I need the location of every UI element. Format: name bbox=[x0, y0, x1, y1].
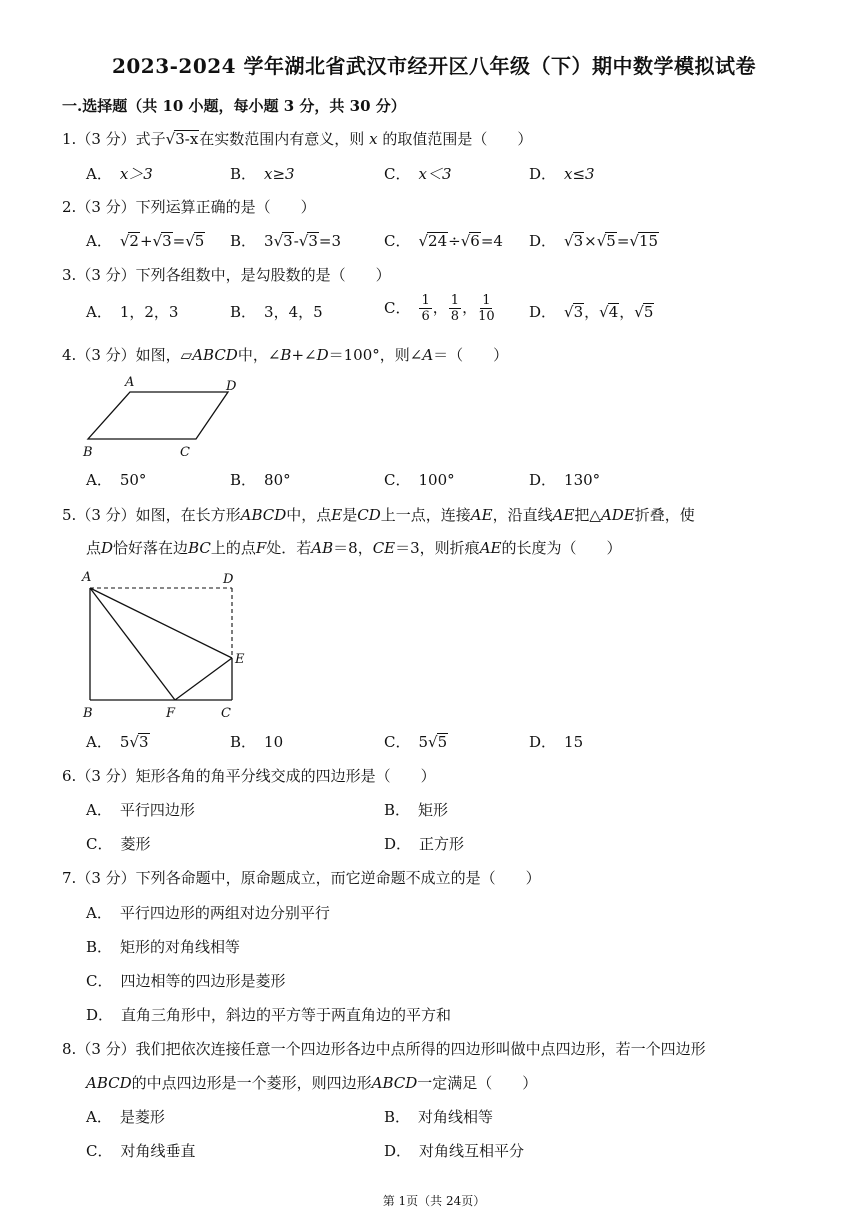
option-a[interactable] bbox=[86, 231, 205, 251]
question-stem: 式子 bbox=[135, 130, 166, 148]
option-text: 对角线相等 bbox=[418, 1108, 494, 1126]
question-score: （3 分） bbox=[76, 506, 136, 524]
option-a[interactable] bbox=[86, 470, 146, 490]
question-score: （3 分） bbox=[76, 869, 136, 887]
sqrt-expression: √24 bbox=[418, 232, 448, 250]
option-text: 对角线互相平分 bbox=[419, 1142, 525, 1160]
question-score: （3 分） bbox=[76, 198, 136, 216]
sqrt-expression: √5 bbox=[428, 733, 448, 751]
question-stem: ＝100°，则∠ bbox=[328, 346, 423, 364]
option-label: C． bbox=[86, 835, 113, 853]
option-a[interactable] bbox=[86, 1107, 165, 1127]
sqrt-expression: √3 bbox=[564, 303, 584, 321]
option-b[interactable] bbox=[230, 302, 323, 322]
question-4 bbox=[62, 345, 508, 365]
point-label-f: F bbox=[166, 706, 176, 721]
question-6 bbox=[62, 766, 436, 786]
option-text: 正方形 bbox=[419, 835, 465, 853]
fraction: $\frac{1}{10}$ bbox=[478, 293, 495, 324]
question-stem: 中，点 bbox=[286, 506, 332, 524]
option-label: A． bbox=[86, 1108, 112, 1126]
operator: × bbox=[584, 232, 597, 250]
question-1 bbox=[62, 129, 532, 149]
option-d[interactable] bbox=[384, 834, 464, 854]
vertex-label-d: D bbox=[223, 572, 234, 587]
question-stem: 下列运算正确的是（ ） bbox=[135, 198, 316, 216]
coefficient: 3 bbox=[264, 232, 274, 250]
operator: ÷ bbox=[448, 232, 461, 250]
sqrt-expression: √6 bbox=[460, 232, 480, 250]
question-stem: 下列各命题中，原命题成立，而它逆命题不成立的是（ ） bbox=[135, 869, 541, 887]
segment-af bbox=[90, 588, 175, 700]
option-d[interactable] bbox=[529, 732, 583, 752]
question-stem: 如图，在长方形 bbox=[135, 506, 241, 524]
option-text: x≥3 bbox=[264, 165, 295, 183]
question-stem: +∠ bbox=[291, 346, 317, 364]
parallelogram-shape bbox=[88, 392, 228, 439]
question-stem: 点 bbox=[86, 539, 102, 557]
separator: ， bbox=[432, 298, 448, 317]
question-stem: ＝（ ） bbox=[433, 346, 509, 364]
option-text: 80° bbox=[264, 471, 291, 489]
option-d[interactable] bbox=[529, 231, 659, 251]
fraction: $\frac{1}{6}$ bbox=[421, 293, 430, 324]
question-stem: 的长度为（ ） bbox=[501, 539, 622, 557]
sqrt-expression: √3 bbox=[273, 232, 293, 250]
sqrt-expression: √3-x bbox=[165, 130, 199, 148]
option-label: A． bbox=[86, 801, 112, 819]
option-label: D． bbox=[86, 1006, 114, 1024]
option-label: D． bbox=[529, 165, 557, 183]
vertex-label-b: B bbox=[83, 445, 93, 460]
option-label: B． bbox=[86, 938, 113, 956]
fraction: $\frac{1}{8}$ bbox=[450, 293, 460, 324]
option-a[interactable] bbox=[86, 164, 153, 184]
option-c[interactable] bbox=[86, 971, 286, 991]
result: =4 bbox=[480, 232, 503, 250]
option-text: 矩形的对角线相等 bbox=[120, 938, 241, 956]
question-5-line-1 bbox=[62, 505, 695, 525]
page-title: 2023-2024 学年湖北省武汉市经开区八年级（下）期中数学模拟试卷 bbox=[111, 54, 757, 78]
option-c[interactable] bbox=[86, 1141, 196, 1161]
coefficient: 5 bbox=[418, 733, 429, 751]
option-c[interactable] bbox=[384, 732, 448, 752]
operator: = bbox=[616, 232, 630, 250]
option-label: C． bbox=[384, 232, 411, 250]
vertex-label-b: B bbox=[83, 706, 93, 721]
option-label: C． bbox=[384, 733, 411, 751]
option-label: A． bbox=[86, 303, 112, 321]
variable: ADE bbox=[600, 506, 635, 524]
variable: CE bbox=[372, 539, 396, 557]
variable: D bbox=[316, 346, 329, 364]
question-stem: ，沿直线 bbox=[492, 506, 553, 524]
option-text: 10 bbox=[264, 733, 284, 751]
sqrt-expression: √3 bbox=[129, 733, 149, 751]
option-b[interactable] bbox=[384, 1107, 493, 1127]
variable: AB bbox=[311, 539, 334, 557]
option-d[interactable] bbox=[529, 164, 595, 184]
option-label: B． bbox=[230, 471, 257, 489]
option-b[interactable] bbox=[230, 470, 291, 490]
question-number: 5. bbox=[62, 506, 77, 524]
question-stem: 处．若 bbox=[266, 539, 312, 557]
coefficient: 5 bbox=[119, 733, 130, 751]
option-c[interactable] bbox=[384, 231, 503, 251]
option-label: C． bbox=[384, 298, 411, 317]
rectangle-fold-figure bbox=[78, 565, 258, 725]
question-stem: 恰好落在边 bbox=[113, 539, 189, 557]
option-label: D． bbox=[529, 303, 557, 321]
option-label: C． bbox=[384, 165, 411, 183]
sqrt-expression: √3 bbox=[564, 232, 584, 250]
question-stem: 一定满足（ ） bbox=[417, 1074, 538, 1092]
vertex-label-a: A bbox=[125, 375, 135, 390]
question-stem: 的取值范围是（ ） bbox=[382, 130, 533, 148]
option-text: 平行四边形的两组对边分别平行 bbox=[119, 904, 330, 922]
option-label: D． bbox=[384, 835, 412, 853]
option-text: 平行四边形 bbox=[119, 801, 195, 819]
option-b[interactable] bbox=[230, 231, 341, 251]
variable: B bbox=[280, 346, 292, 364]
option-b[interactable] bbox=[384, 800, 448, 820]
option-label: B． bbox=[384, 1108, 411, 1126]
operator: = bbox=[172, 232, 186, 250]
option-c[interactable] bbox=[384, 470, 455, 490]
question-stem: 下列各组数中，是勾股数的是（ ） bbox=[135, 266, 391, 284]
option-label: B． bbox=[384, 801, 411, 819]
question-stem: 我们把依次连接任意一个四边形各边中点所得的四边形叫做中点四边形，若一个四边形 bbox=[135, 1040, 706, 1058]
question-stem: 把△ bbox=[574, 506, 601, 524]
option-a[interactable] bbox=[86, 732, 150, 752]
option-text: 3，4，5 bbox=[264, 303, 323, 321]
question-stem: 的中点四边形是一个菱形，则四边形 bbox=[131, 1074, 372, 1092]
variable: F bbox=[255, 539, 267, 557]
option-label: A． bbox=[86, 165, 112, 183]
question-score: （3 分） bbox=[76, 767, 136, 785]
question-stem: 中，∠ bbox=[237, 346, 281, 364]
separator: ， bbox=[462, 298, 478, 317]
option-text: 四边相等的四边形是菱形 bbox=[120, 972, 286, 990]
variable: A bbox=[422, 346, 434, 364]
option-b[interactable] bbox=[230, 164, 295, 184]
option-b[interactable] bbox=[86, 937, 240, 957]
option-label: B． bbox=[230, 232, 257, 250]
option-text: x≤3 bbox=[564, 165, 595, 183]
vertex-label-a: A bbox=[82, 570, 92, 585]
option-c[interactable] bbox=[384, 164, 452, 184]
option-d[interactable] bbox=[529, 470, 600, 490]
option-label: D． bbox=[529, 733, 557, 751]
option-text: x＜3 bbox=[418, 165, 452, 183]
result: =3 bbox=[318, 232, 341, 250]
option-label: B． bbox=[230, 303, 257, 321]
option-label: C． bbox=[384, 471, 411, 489]
option-text: 对角线垂直 bbox=[120, 1142, 196, 1160]
vertex-label-c: C bbox=[180, 445, 190, 460]
option-label: A． bbox=[86, 471, 112, 489]
question-8-line-2 bbox=[86, 1073, 537, 1093]
question-stem: 是 bbox=[342, 506, 358, 524]
option-c[interactable] bbox=[86, 834, 151, 854]
variable: ABCD bbox=[240, 506, 287, 524]
sqrt-expression: √4 bbox=[599, 303, 619, 321]
option-text: 菱形 bbox=[120, 835, 151, 853]
variable: BC bbox=[188, 539, 211, 557]
option-label: A． bbox=[86, 733, 112, 751]
option-text: 是菱形 bbox=[119, 1108, 165, 1126]
option-d[interactable] bbox=[384, 1141, 524, 1161]
question-stem: ＝8， bbox=[333, 539, 373, 557]
option-text: 15 bbox=[564, 733, 584, 751]
option-d[interactable] bbox=[86, 1005, 451, 1025]
question-stem: ＝3，则折痕 bbox=[395, 539, 480, 557]
question-number: 6. bbox=[62, 767, 77, 785]
question-3 bbox=[62, 265, 391, 285]
question-number: 8. bbox=[62, 1040, 77, 1058]
option-text: 1，2，3 bbox=[119, 303, 179, 321]
question-stem: 在实数范围内有意义，则 bbox=[199, 130, 365, 148]
option-a[interactable] bbox=[86, 800, 195, 820]
segment-fe bbox=[175, 658, 232, 700]
sqrt-expression: √5 bbox=[634, 303, 654, 321]
question-number: 3. bbox=[62, 266, 77, 284]
variable: AE bbox=[479, 539, 502, 557]
option-b[interactable] bbox=[230, 732, 283, 752]
option-label: D． bbox=[529, 471, 557, 489]
option-text: 矩形 bbox=[418, 801, 449, 819]
sqrt-expression: √3 bbox=[152, 232, 172, 250]
option-label: B． bbox=[230, 733, 257, 751]
question-number: 1. bbox=[62, 130, 77, 148]
question-stem: 如图， bbox=[135, 346, 181, 364]
question-number: 2. bbox=[62, 198, 77, 216]
sqrt-expression: √15 bbox=[629, 232, 659, 250]
sqrt-expression: √5 bbox=[185, 232, 205, 250]
point-label-e: E bbox=[235, 652, 245, 667]
question-number: 4. bbox=[62, 346, 77, 364]
section-heading: 一.选择题（共 10 小题，每小题 3 分，共 30 分） bbox=[62, 97, 406, 115]
question-score: （3 分） bbox=[76, 346, 136, 364]
operator: - bbox=[293, 232, 299, 250]
separator: ， bbox=[584, 303, 600, 321]
question-score: （3 分） bbox=[76, 130, 136, 148]
question-7 bbox=[62, 868, 541, 888]
segment-ae bbox=[90, 588, 232, 658]
shape-name: ABCD bbox=[192, 346, 238, 364]
parallelogram-figure bbox=[78, 372, 248, 464]
variable: x bbox=[369, 130, 378, 148]
vertex-label-d: D bbox=[226, 379, 237, 394]
operator: + bbox=[139, 232, 153, 250]
separator: ， bbox=[619, 303, 635, 321]
parallelogram-symbol: ▱ bbox=[180, 346, 193, 364]
question-score: （3 分） bbox=[76, 266, 136, 284]
variable: ABCD bbox=[371, 1074, 418, 1092]
question-8-line-1 bbox=[62, 1039, 706, 1059]
variable: ABCD bbox=[86, 1074, 132, 1092]
question-5-line-2 bbox=[86, 538, 622, 558]
variable: CD bbox=[357, 506, 381, 524]
sqrt-expression: √5 bbox=[596, 232, 616, 250]
option-text: 130° bbox=[564, 471, 601, 489]
option-text: 直角三角形中，斜边的平方等于两直角边的平方和 bbox=[121, 1006, 452, 1024]
page-footer: 第 1页（共 24页） bbox=[382, 1194, 486, 1208]
option-text: 50° bbox=[119, 471, 147, 489]
variable: E bbox=[331, 506, 343, 524]
variable: AE bbox=[470, 506, 493, 524]
sqrt-expression: √2 bbox=[119, 232, 139, 250]
sqrt-expression: √3 bbox=[298, 232, 318, 250]
question-stem: 上一点，连接 bbox=[380, 506, 471, 524]
option-c[interactable] bbox=[384, 293, 496, 324]
option-label: A． bbox=[86, 904, 112, 922]
question-stem: 折叠，使 bbox=[634, 506, 695, 524]
option-text: 100° bbox=[418, 471, 455, 489]
variable: D bbox=[101, 539, 114, 557]
option-label: B． bbox=[230, 165, 257, 183]
question-number: 7. bbox=[62, 869, 77, 887]
vertex-label-c: C bbox=[221, 706, 231, 721]
variable: AE bbox=[552, 506, 575, 524]
question-score: （3 分） bbox=[76, 1040, 136, 1058]
question-stem: 矩形各角的角平分线交成的四边形是（ ） bbox=[135, 767, 436, 785]
question-stem: 上的点 bbox=[210, 539, 256, 557]
option-label: D． bbox=[384, 1142, 412, 1160]
option-label: A． bbox=[86, 232, 112, 250]
option-label: C． bbox=[86, 972, 113, 990]
option-label: C． bbox=[86, 1142, 113, 1160]
option-a[interactable] bbox=[86, 903, 330, 923]
option-label: D． bbox=[529, 232, 557, 250]
option-d[interactable] bbox=[529, 302, 654, 322]
question-2 bbox=[62, 197, 316, 217]
option-text: x＞3 bbox=[119, 165, 153, 183]
option-a[interactable] bbox=[86, 302, 178, 322]
